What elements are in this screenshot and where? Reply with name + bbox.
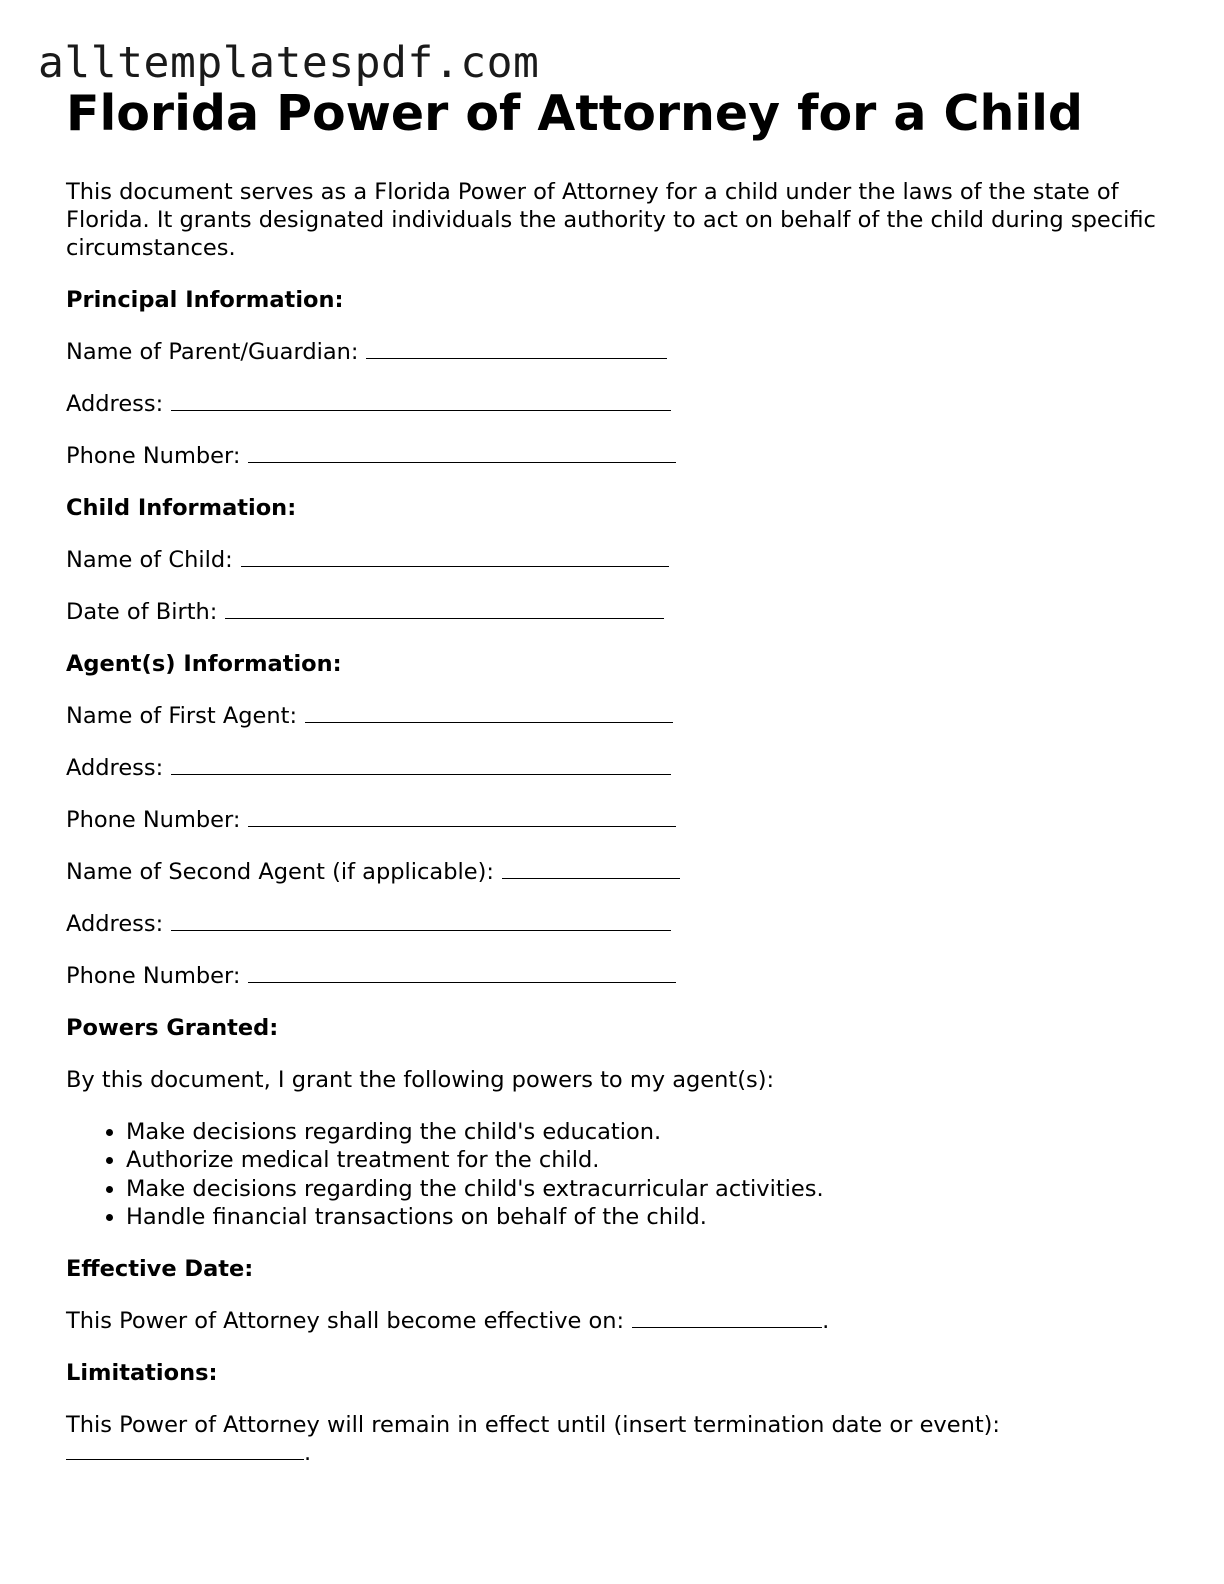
principal-phone-label: Phone Number: — [66, 443, 241, 469]
first-agent-name-label: Name of First Agent: — [66, 703, 298, 729]
second-agent-name-label: Name of Second Agent (if applicable): — [66, 859, 494, 885]
power-item-medical: • Authorize medical treatment for the child. — [126, 1146, 1166, 1174]
effective-date-label: This Power of Attorney shall become effective on: — [66, 1308, 625, 1335]
page-title: Florida Power of Attorney for a Child — [66, 85, 1083, 142]
first-agent-phone-field — [66, 806, 1166, 834]
powers-heading: Powers Granted: — [66, 1015, 279, 1041]
termination-field — [66, 1439, 1166, 1467]
effective-date-period: . — [822, 1308, 830, 1335]
watermark: alltemplatespdf.com — [38, 38, 540, 88]
second-agent-phone-label: Phone Number: — [66, 963, 241, 989]
second-agent-name-field — [66, 858, 1166, 886]
second-agent-address-field — [66, 910, 1166, 938]
first-agent-name-blank[interactable] — [305, 702, 673, 723]
limitations-text: This Power of Attorney will remain in effect until (insert termination date or event): — [66, 1412, 1001, 1439]
principal-phone-field — [66, 442, 1166, 470]
child-dob-label: Date of Birth: — [66, 599, 218, 625]
principal-address-blank[interactable] — [171, 390, 671, 411]
first-agent-name-field — [66, 702, 1166, 730]
second-agent-phone-blank[interactable] — [248, 962, 676, 983]
power-item-education: • Make decisions regarding the child's education. — [126, 1118, 1166, 1146]
second-agent-phone-field — [66, 962, 1166, 990]
child-name-blank[interactable] — [241, 546, 669, 567]
principal-heading: Principal Information: — [66, 287, 344, 313]
power-item-financial: • Handle financial transactions on behalf of the child. — [126, 1203, 1166, 1231]
principal-address-field — [66, 390, 1166, 418]
principal-phone-blank[interactable] — [248, 442, 676, 463]
child-name-field — [66, 546, 1166, 574]
effective-heading: Effective Date: — [66, 1256, 254, 1283]
child-heading: Child Information: — [66, 495, 297, 521]
first-agent-address-blank[interactable] — [171, 754, 671, 775]
power-item-extracurricular: • Make decisions regarding the child's extracurricular activities. — [126, 1175, 1166, 1203]
first-agent-phone-label: Phone Number: — [66, 807, 241, 833]
intro-paragraph: This document serves as a Florida Power of Attorney for a child under the laws of the state of Florida. It grants designated individuals the authority to act on behalf of the child during specific circumstances. — [66, 179, 1156, 261]
effective-date-blank[interactable] — [632, 1307, 822, 1328]
child-name-label: Name of Child: — [66, 547, 233, 573]
second-agent-address-blank[interactable] — [171, 910, 671, 931]
parent-name-blank[interactable] — [366, 338, 667, 359]
child-dob-field — [66, 598, 1166, 626]
child-dob-blank[interactable] — [225, 598, 664, 619]
limitations-heading: Limitations: — [66, 1360, 218, 1387]
second-agent-name-blank[interactable] — [502, 858, 680, 879]
parent-name-field — [66, 338, 1166, 366]
principal-address-label: Address: — [66, 391, 164, 417]
document-page — [66, 86, 1166, 1467]
powers-list — [66, 1118, 1166, 1231]
first-agent-address-label: Address: — [66, 755, 164, 781]
termination-period: . — [304, 1440, 312, 1467]
first-agent-address-field — [66, 754, 1166, 782]
first-agent-phone-blank[interactable] — [248, 806, 676, 827]
second-agent-address-label: Address: — [66, 911, 164, 937]
powers-intro: By this document, I grant the following powers to my agent(s): — [66, 1067, 775, 1093]
termination-blank[interactable] — [66, 1439, 304, 1460]
effective-date-field — [66, 1307, 1166, 1335]
agents-heading: Agent(s) Information: — [66, 651, 342, 677]
parent-name-label: Name of Parent/Guardian: — [66, 339, 359, 365]
